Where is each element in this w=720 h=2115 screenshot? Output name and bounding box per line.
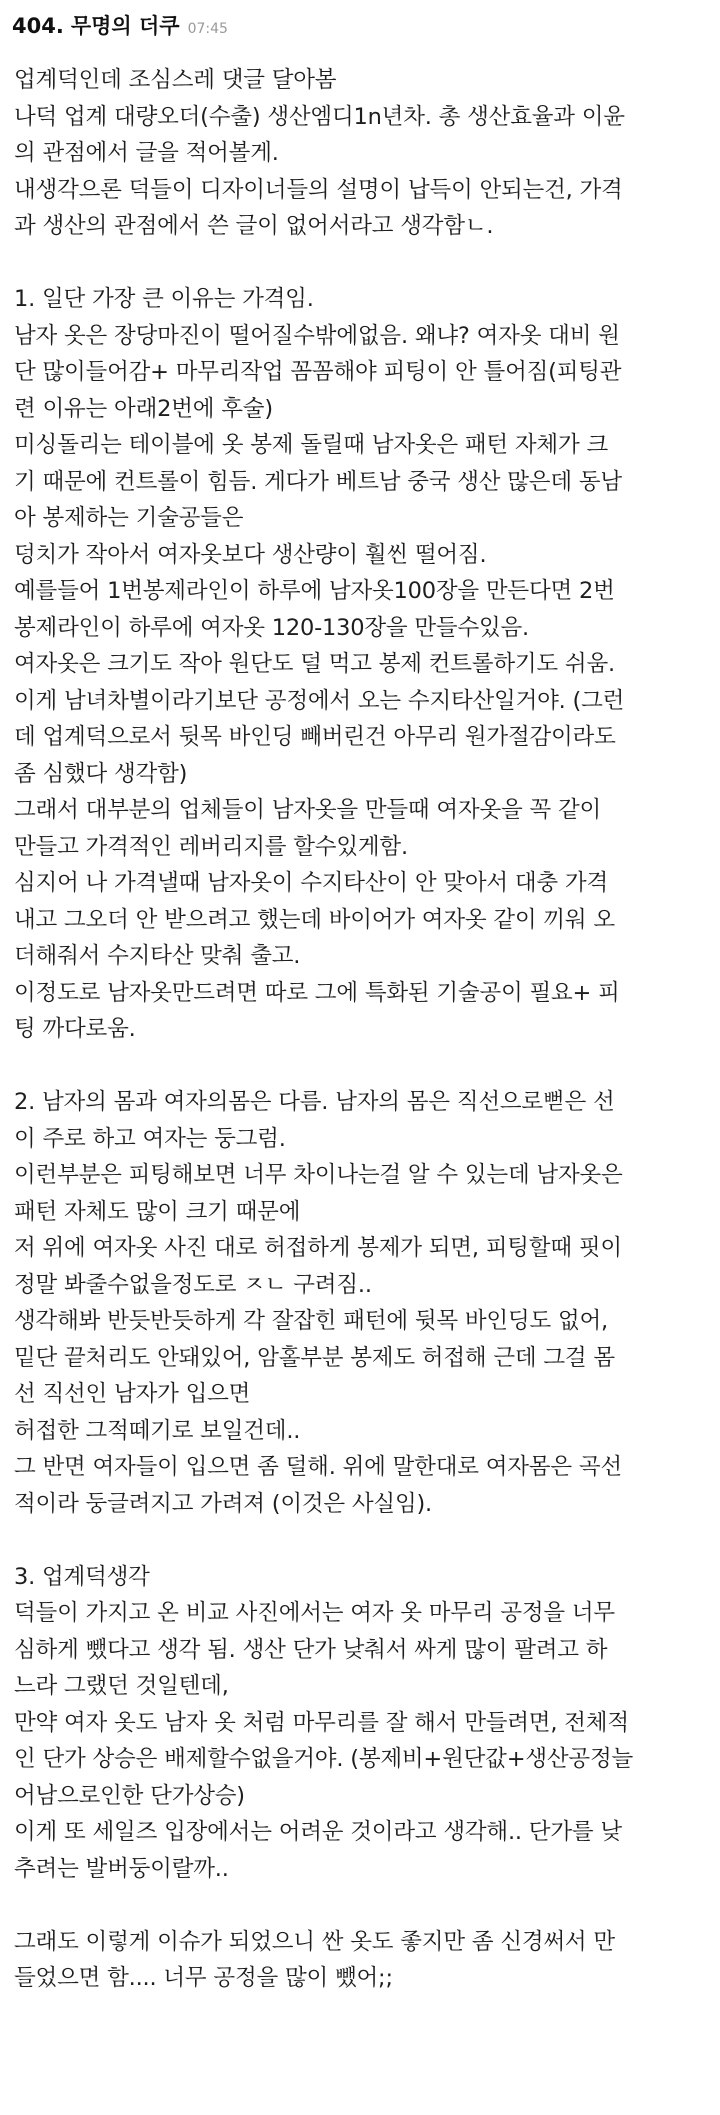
comment-text-line: 이 주로 하고 여자는 둥그럼. — [14, 1125, 286, 1152]
comment-text-line: 추려는 발버둥이랄까.. — [14, 1855, 229, 1882]
comment-text-line: 만들고 가격적인 레버리지를 할수있게함. — [14, 833, 408, 860]
comment-text-line: 저 위에 여자옷 사진 대로 허접하게 봉제가 되면, 피팅할때 핏이 — [14, 1235, 622, 1261]
comment-text-line: 남자 옷은 장당마진이 떨어질수밖에없음. 왜냐? 여자옷 대비 원 — [14, 322, 620, 349]
comment-text-line: 데 업계덕으로서 뒷목 바인딩 빼버린건 아무리 원가절감이라도 — [14, 724, 616, 750]
comment-text-line: 내생각으론 덕들이 디자이너들의 설명이 납득이 안되는건, 가격 — [14, 176, 623, 203]
comment-text-line: 그 반면 여자들이 입으면 좀 덜해. 위에 말한대로 여자몸은 곡선 — [14, 1454, 622, 1480]
comment-text-line: 그래도 이렇게 이슈가 되었으니 싼 옷도 좋지만 좀 신경써서 만 — [14, 1928, 615, 1955]
comment-text-line: 의 관점에서 글을 적어볼게. — [14, 140, 279, 166]
comment-text-line: 정말 봐줄수없을정도로 ㅈㄴ 구려짐.. — [14, 1271, 372, 1298]
comment-text-line: 여자옷은 크기도 작아 원단도 덜 먹고 봉제 컨트롤하기도 쉬움. — [14, 651, 615, 677]
comment-text-line: 내고 그오더 안 받으려고 했는데 바이어가 여자옷 같이 끼워 오 — [14, 906, 615, 933]
comment-text-line: 생각해봐 반듯반듯하게 각 잘잡힌 패턴에 뒷목 바인딩도 없어, — [14, 1308, 608, 1334]
comment-text-line: 밑단 끝처리도 안돼있어, 암홀부분 봉제도 허접해 근데 그걸 몸 — [14, 1344, 615, 1371]
comment-text-line: 좀 심했다 생각함) — [14, 760, 188, 787]
comment-text-line: 봉제라인이 하루에 여자옷 120-130장을 만들수있음. — [14, 614, 530, 641]
comment-text-line — [14, 1522, 706, 1559]
comment-text-line: 이게 남녀차별이라기보단 공정에서 오는 수지타산일거야. (그런 — [14, 687, 625, 714]
comment-text-line: 나덕 업계 대량오더(수출) 생산엠디1n년차. 총 생산효율과 이윤 — [14, 103, 625, 130]
comment-body — [0, 40, 720, 1997]
comment-text-line: 단 많이들어감+ 마무리작업 꼼꼼해야 피팅이 안 틀어짐(피팅관 — [14, 359, 622, 385]
comment-text-line: 팅 까다로움. — [14, 1016, 136, 1042]
comment-text-line: 어남으로인한 단가상승) — [14, 1782, 245, 1809]
comment-text-line: 아 봉제하는 기술공들은 — [14, 505, 244, 531]
comment-text-line: 패턴 자체도 많이 크기 때문에 — [14, 1198, 301, 1225]
comment-timestamp: 07:45 — [187, 21, 228, 37]
comment-text-line: 덩치가 작아서 여자옷보다 생산량이 훨씬 떨어짐. — [14, 541, 487, 568]
comment-text-line: 더해줘서 수지타산 맞춰 출고. — [14, 943, 301, 969]
comment-text-line: 적이라 둥글려지고 가려져 (이것은 사실임). — [14, 1490, 433, 1517]
comment-author[interactable]: 무명의 더쿠 — [70, 14, 180, 38]
comment-text-line: 심지어 나 가격낼때 남자옷이 수지타산이 안 맞아서 대충 가격 — [14, 870, 608, 896]
comment-text-line: 느라 그랬던 것일텐데, — [14, 1673, 229, 1699]
comment-text-line: 만약 여자 옷도 남자 옷 처럼 마무리를 잘 해서 만들려면, 전체적 — [14, 1709, 629, 1736]
comment-text-line: 선 직선인 남자가 입으면 — [14, 1381, 251, 1407]
comment-text-line: 그래서 대부분의 업체들이 남자옷을 만들때 여자옷을 꼭 같이 — [14, 797, 602, 823]
comment-text-line: 인 단가 상승은 배제할수없을거야. (봉제비+원단값+생산공정늘 — [14, 1746, 634, 1772]
comment-header — [0, 0, 720, 40]
comment-text-line: 과 생산의 관점에서 쓴 글이 없어서라고 생각함ㄴ. — [14, 213, 494, 239]
comment-text-line: 이런부분은 피팅해보면 너무 차이나는걸 알 수 있는데 남자옷은 — [14, 1162, 623, 1188]
comment-text-line: 덕들이 가지고 온 비교 사진에서는 여자 옷 마무리 공정을 너무 — [14, 1600, 615, 1626]
comment-text-line: 2. 남자의 몸과 여자의몸은 다름. 남자의 몸은 직선으로뻗은 선 — [14, 1089, 615, 1115]
comment-text-line: 예를들어 1번봉제라인이 하루에 남자옷100장을 만든다면 2번 — [14, 578, 615, 604]
comment-text-line: 허접한 그적떼기로 보일건데.. — [14, 1417, 301, 1444]
comment-text-line: 이정도로 남자옷만드려면 따로 그에 특화된 기술공이 필요+ 피 — [14, 979, 620, 1006]
comment-number: 404. — [12, 14, 64, 38]
comment-text-line: 기 때문에 컨트롤이 힘듬. 게다가 베트남 중국 생산 많은데 동남 — [14, 468, 622, 495]
comment-text-line: 심하게 뺐다고 생각 됨. 생산 단가 낮춰서 싸게 많이 팔려고 하 — [14, 1636, 608, 1663]
comment-text-line — [14, 1048, 706, 1085]
comment-text-line — [14, 245, 706, 282]
comment-text-line: 업계덕인데 조심스레 댓글 달아봄 — [14, 67, 337, 93]
comment-text-line: 미싱돌리는 테이블에 옷 봉제 돌릴때 남자옷은 패턴 자체가 크 — [14, 432, 608, 458]
comment-text-line: 이게 또 세일즈 입장에서는 어려운 것이라고 생각해.. 단가를 낮 — [14, 1819, 622, 1845]
comment-text-line: 련 이유는 아래2번에 후술) — [14, 395, 273, 422]
comment-text-line: 들었으면 함.... 너무 공정을 많이 뺐어;; — [14, 1965, 393, 1991]
comment-text-line — [14, 1887, 706, 1924]
comment-text-line: 3. 업계덕생각 — [14, 1563, 150, 1590]
comment-text-line: 1. 일단 가장 큰 이유는 가격임. — [14, 286, 314, 312]
